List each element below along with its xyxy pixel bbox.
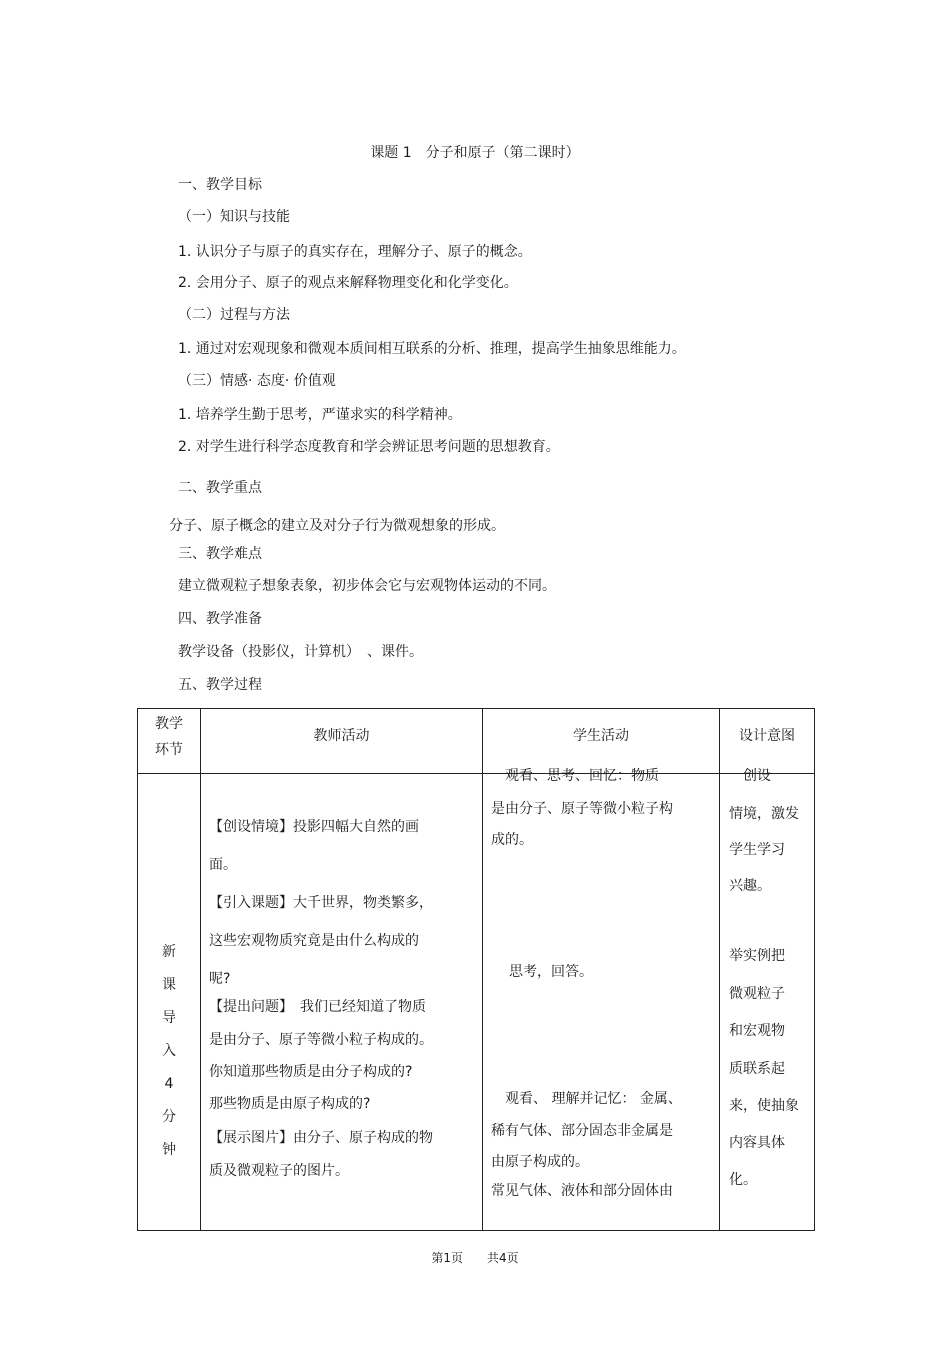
teacher-line: 呢?	[209, 971, 231, 987]
stage-char: 导	[162, 1010, 176, 1026]
goal-item: 1. 通过对宏观现象和微观本质间相互联系的分析、推理，提高学生抽象思维能力。	[178, 341, 686, 357]
teacher-line: 这些宏观物质究竟是由什么构成的	[209, 933, 419, 949]
subheading-knowledge-skills: （一）知识与技能	[178, 209, 290, 225]
subheading-process-method: （二）过程与方法	[178, 307, 290, 323]
heading-teaching-goals: 一、教学目标	[178, 177, 262, 193]
design-line: 兴趣。	[729, 878, 771, 894]
design-line: 学生学习	[729, 842, 785, 858]
table-header-row	[138, 709, 815, 774]
header-teacher: 教师活动	[201, 709, 483, 774]
teacher-line: 面。	[209, 857, 237, 873]
goal-item: 2. 对学生进行科学态度教育和学会辨证思考问题的思想教育。	[178, 439, 560, 455]
stage-char: 钟	[162, 1142, 176, 1158]
subheading-emotion-values: （三）情感· 态度· 价值观	[178, 373, 336, 389]
teacher-line: 质及微观粒子的图片。	[209, 1163, 349, 1179]
design-line: 微观粒子	[729, 986, 785, 1002]
student-line: 常见气体、液体和部分固体由	[491, 1183, 673, 1199]
table-row	[138, 774, 815, 1231]
student-line: 是由分子、原子等微小粒子构	[491, 801, 673, 817]
design-line: 创设	[729, 768, 771, 784]
stage-char: 分	[162, 1109, 176, 1125]
teacher-line: 【提出问题】 我们已经知道了物质	[209, 999, 426, 1015]
student-line: 成的。	[491, 832, 533, 848]
header-stage	[138, 709, 201, 774]
stage-char: 入	[162, 1043, 176, 1059]
teacher-activity-cell	[201, 774, 483, 1231]
goal-item: 2. 会用分子、原子的观点来解释物理变化和化学变化。	[178, 275, 518, 291]
student-line: 观看、 理解并记忆： 金属、	[491, 1091, 682, 1107]
design-line: 内容具体	[729, 1135, 785, 1151]
student-line: 稀有气体、部分固态非金属是	[491, 1123, 673, 1139]
student-line: 由原子构成的。	[491, 1154, 589, 1170]
teaching-process-table	[137, 708, 815, 1231]
header-student: 学生活动	[483, 709, 720, 774]
goal-item: 1. 认识分子与原子的真实存在，理解分子、原子的概念。	[178, 244, 532, 260]
document-title: 课题 1 分子和原子（第二课时）	[370, 145, 580, 161]
teacher-line: 【展示图片】由分子、原子构成的物	[209, 1130, 433, 1146]
teacher-line: 【引入课题】大千世界，物类繁多，	[209, 895, 433, 911]
heading-process: 五、教学过程	[178, 677, 262, 693]
student-line: 思考，回答。	[509, 964, 593, 980]
teacher-line: 【创设情境】投影四幅大自然的画	[209, 819, 419, 835]
header-stage-line: 环节	[155, 742, 183, 758]
header-stage-line: 教学	[155, 716, 183, 732]
difficulties-text: 建立微观粒子想象表象，初步体会它与宏观物体运动的不同。	[178, 578, 556, 594]
header-design: 设计意图	[720, 709, 815, 774]
heading-difficulties: 三、教学难点	[178, 546, 262, 562]
design-intent-cell	[720, 768, 815, 1231]
design-line: 举实例把	[729, 948, 785, 964]
design-line: 情境，激发	[729, 806, 799, 822]
stage-char: 新	[162, 944, 176, 960]
heading-preparation: 四、教学准备	[178, 611, 262, 627]
design-line: 来，使抽象	[729, 1098, 799, 1114]
page-footer: 第1页 共4页	[431, 1251, 519, 1265]
stage-char: 4	[164, 1076, 174, 1092]
goal-item: 1. 培养学生勤于思考，严谨求实的科学精神。	[178, 407, 462, 423]
teacher-line: 你知道那些物质是由分子构成的?	[209, 1064, 413, 1080]
stage-char: 课	[162, 977, 176, 993]
design-line: 和宏观物	[729, 1023, 785, 1039]
student-activity-cell	[483, 768, 720, 1231]
stage-cell	[138, 774, 201, 1231]
key-points-text: 分子、原子概念的建立及对分子行为微观想象的形成。	[169, 518, 505, 534]
student-line: 观看、思考、回忆：物质	[491, 768, 659, 784]
design-line: 质联系起	[729, 1061, 785, 1077]
teacher-line: 是由分子、原子等微小粒子构成的。	[209, 1032, 433, 1048]
design-line: 化。	[729, 1172, 757, 1188]
preparation-text: 教学设备（投影仪，计算机） 、课件。	[178, 644, 423, 660]
teacher-line: 那些物质是由原子构成的?	[209, 1096, 371, 1112]
heading-key-points: 二、教学重点	[178, 480, 262, 496]
